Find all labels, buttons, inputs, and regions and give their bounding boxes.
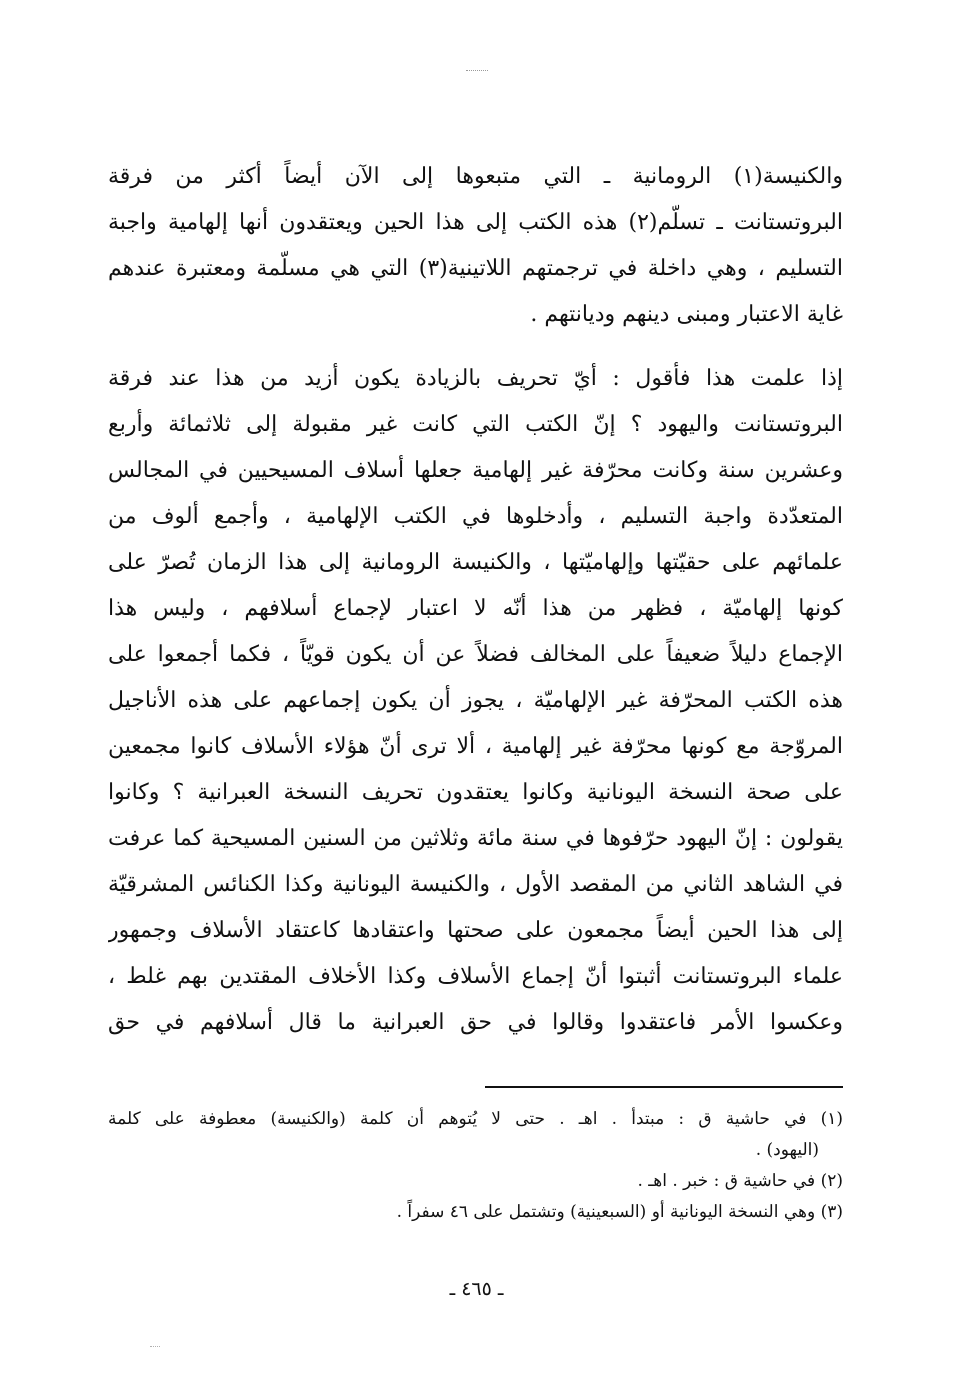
paragraph-2-line: في الشاهد الثاني من المقصد الأول ، والكنيسة اليونانية وكذا الكنائس المشرقيّة <box>108 872 843 897</box>
paragraph-2 <box>108 356 843 1046</box>
footnote-1: (١) في حاشية ق : مبتدأ . اهـ . حتى لا يُتوهم أن كلمة (والكنيسة) معطوفة على كلمة <box>108 1109 843 1129</box>
paragraph-2-line: على صحة النسخة اليونانية وكانوا يعتقدون تحريف النسخة العبرانية ؟ وكانوا <box>108 780 843 805</box>
paragraph-1-line: التسليم ، وهي داخلة في ترجمتهم اللاتينية(٣) التي هي مسلّمة ومعتبرة عندهم <box>108 256 843 281</box>
scan-artifact-bottom <box>150 1346 160 1347</box>
footnote-separator <box>485 1086 843 1088</box>
paragraph-2-line: هذه الكتب المحرّفة غير الإلهاميّة ، يجوز أن يكون إجماعهم على هذه الأناجيل <box>108 688 843 713</box>
paragraph-2-line: إذا علمت هذا فأقول : أيّ تحريف بالزيادة يكون أزيد من هذا عند فرقة <box>108 366 843 391</box>
paragraph-2-line: وعشرين سنة وكانت محرّفة غير إلهامية جعلها أسلاف المسيحيين في المجالس <box>108 458 843 483</box>
paragraph-1 <box>108 154 843 338</box>
page-number: ـ ٤٦٥ ـ <box>449 1278 504 1300</box>
paragraph-2-line: الإجماع دليلاً ضعيفاً على المخالف فضلاً عن أن يكون قويّاً ، فكما أجمعوا على <box>108 642 843 667</box>
paragraph-2-line: إلى هذا الحين أيضاً مجمعون على صحتها واعتقادها كاعتقاد الأسلاف وجمهور <box>108 918 843 943</box>
footnotes <box>108 1104 843 1228</box>
paragraph-1-line: والكنيسة(١) الرومانية ـ التي متبعوها إلى الآن أيضاً أكثر من فرقة <box>108 164 843 189</box>
paragraph-2-line: وعكسوا الأمر فاعتقدوا وقالوا في حق العبرانية ما قال أسلافهم في حق <box>108 1010 843 1035</box>
paragraph-1-line: البروتستانت ـ تسلّم(٢) هذه الكتب إلى هذا الحين ويعتقدون أنها إلهامية واجبة <box>108 210 843 235</box>
paragraph-2-line: البروتستانت واليهود ؟ إنّ الكتب التي كانت غير مقبولة إلى ثلاثمائة وأربع <box>108 412 843 437</box>
footnote-1-continuation: (اليهود) . <box>755 1140 819 1160</box>
paragraph-2-line: المتعدّدة واجبة التسليم ، وأدخلوها في الكتب الإلهامية ، وأجمع ألوف من <box>108 504 843 529</box>
scan-artifact-top <box>466 70 488 71</box>
paragraph-2-line: يقولون : إنّ اليهود حرّفوها في سنة مائة وثلاثين من السنين المسيحية كما عرفت <box>108 826 843 851</box>
footnote-3: (٣) وهي النسخة اليونانية أو (السبعينية) وتشتمل على ٤٦ سفراً . <box>396 1202 843 1222</box>
paragraph-2-line: كونها إلهاميّة ، فظهر من هذا أنّه لا اعتبار لإجماع أسلافهم ، وليس هذا <box>108 596 843 621</box>
paragraph-2-line: المروّجة مع كونها محرّفة غير إلهامية ، ألا ترى أنّ هؤلاء الأسلاف كانوا مجمعين <box>108 734 843 759</box>
footnote-2: (٢) في حاشية ق : خبر . اهـ . <box>637 1171 843 1191</box>
paragraph-2-line: علماء البروتستانت أثبتوا أنّ إجماع الأسلاف وكذا الأخلاف المقتدين بهم غلط ، <box>108 964 843 989</box>
paragraph-1-line: غاية الاعتبار ومبنى دينهم وديانتهم . <box>530 302 843 327</box>
paragraph-2-line: علمائهم على حقيّتها وإلهاميّتها ، والكنيسة الرومانية إلى هذا الزمان تُصرّ على <box>108 550 843 575</box>
